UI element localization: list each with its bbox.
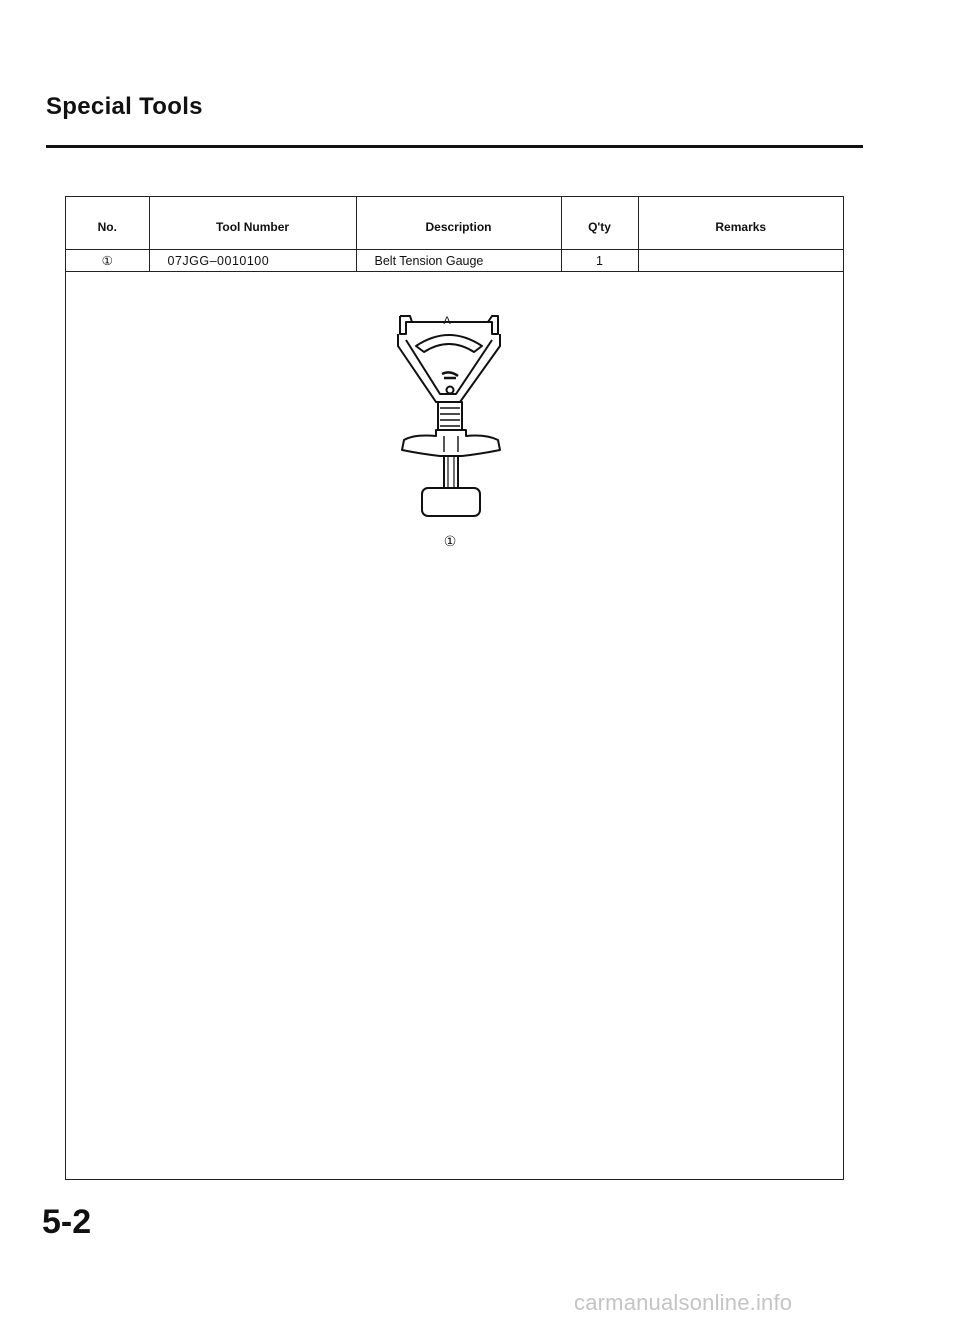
column-header-description: Description xyxy=(356,197,561,250)
table-row xyxy=(66,250,843,272)
tools-table xyxy=(66,197,843,272)
column-header-remarks: Remarks xyxy=(715,220,767,234)
row-tool-number: 07JGG–0010100 xyxy=(149,250,356,272)
table-header-row xyxy=(66,197,843,250)
figure-callout: ① xyxy=(443,533,457,549)
column-header-no: No. xyxy=(66,197,149,250)
page-number: 5-2 xyxy=(42,1203,92,1241)
watermark: carmanualsonline.info xyxy=(574,1290,793,1315)
page-title: Special Tools xyxy=(46,93,203,120)
column-header-qty: Q'ty xyxy=(561,197,638,250)
belt-tension-gauge-illustration xyxy=(392,310,510,530)
row-qty: 1 xyxy=(561,250,638,272)
row-description: Belt Tension Gauge xyxy=(356,250,561,272)
row-no: ① xyxy=(66,250,149,272)
row-remarks xyxy=(638,250,843,272)
column-header-tool-number: Tool Number xyxy=(149,197,356,250)
title-rule xyxy=(46,145,863,148)
svg-text:A: A xyxy=(443,315,451,327)
